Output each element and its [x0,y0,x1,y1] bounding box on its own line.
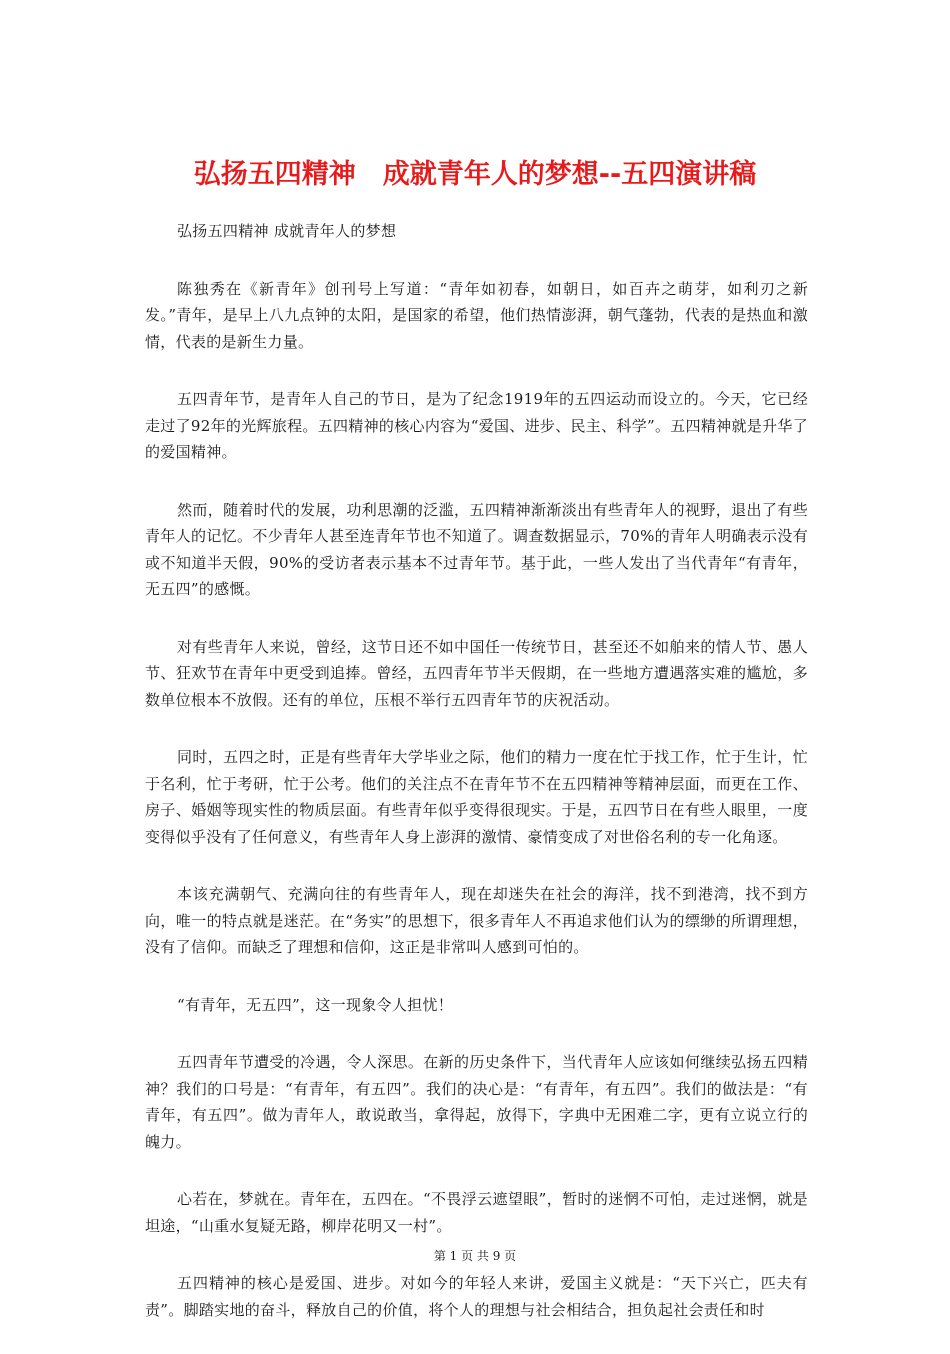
paragraph: 然而，随着时代的发展，功利思潮的泛滥，五四精神渐渐淡出有些青年人的视野，退出了有些青年人的记忆。不少青年人甚至连青年节也不知道了。调查数据显示，70%的青年人明确表示没有或不知道半天假，90%的受访者表示基本不过青年节。基于此，一些人发出了当代青年“有青年，无五四”的感慨。 [145,500,808,598]
paragraph: 本该充满朝气、充满向往的有些青年人，现在却迷失在社会的海洋，找不到港湾，找不到方向，唯一的特点就是迷茫。在“务实”的思想下，很多青年人不再追求他们认为的缥缈的所谓理想，没有了信仰。而缺乏了理想和信仰，这正是非常叫人感到可怕的。 [145,885,808,956]
paragraph: 五四青年节遭受的冷遇，令人深思。在新的历史条件下，当代青年人应该如何继续弘扬五四精神？我们的口号是：“有青年，有五四”。我们的决心是：“有青年，有五四”。我们的做法是：“有青年，有五四”。做为青年人，敢说敢当，拿得起，放得下，字典中无困难二字，更有立说立行的魄力。 [145,1053,808,1151]
paragraph: 对有些青年人来说，曾经，这节日还不如中国任一传统节日，甚至还不如舶来的情人节、愚人节、狂欢节在青年中更受到追捧。曾经，五四青年节半天假期，在一些地方遭遇落实难的尴尬，多数单位根本不放假。还有的单位，压根不举行五四青年节的庆祝活动。 [145,637,808,709]
paragraph: 心若在，梦就在。青年在，五四在。“不畏浮云遮望眼”，暂时的迷惘不可怕，走过迷惘，就是坦途，“山重水复疑无路，柳岸花明又一村”。 [145,1190,808,1235]
paragraph: 同时，五四之时，正是有些青年大学毕业之际，他们的精力一度在忙于找工作，忙于生计，忙于名利，忙于考研，忙于公考。他们的关注点不在青年节不在五四精神等精神层面，而更在工作、房子、婚姻等现实性的物质层面。有些青年似乎变得很现实。于是，五四节日在有些人眼里，一度变得似乎没有了任何意义，有些青年人身上澎湃的激情、豪情变成了对世俗名利的专一化角逐。 [145,748,808,846]
document-body [145,218,808,1354]
paragraph: 陈独秀在《新青年》创刊号上写道：“青年如初春，如朝日，如百卉之萌芽，如利刃之新发。”青年，是早上八九点钟的太阳，是国家的希望，他们热情澎湃，朝气蓬勃，代表的是热血和激情，代表的是新生力量。 [145,279,808,351]
document-title: 弘扬五四精神 成就青年人的梦想--五四演讲稿 [193,159,757,190]
paragraph: 五四精神的核心是爱国、进步。对如今的年轻人来讲，爱国主义就是：“天下兴亡，匹夫有责”。脚踏实地的奋斗，释放自己的价值，将个人的理想与社会相结合，担负起社会责任和时 [145,1274,808,1319]
paragraph: 五四青年节，是青年人自己的节日，是为了纪念1919年的五四运动而设立的。今天，它已经走过了92年的光辉旅程。五四精神的核心内容为“爱国、进步、民主、科学”。五四精神就是升华了的爱国精神。 [145,390,808,461]
paragraph: “有青年，无五四”，这一现象令人担忧！ [177,995,454,1014]
page-footer: 第 1 页 共 9 页 [433,1249,517,1263]
paragraph-subtitle: 弘扬五四精神 成就青年人的梦想 [177,222,397,240]
